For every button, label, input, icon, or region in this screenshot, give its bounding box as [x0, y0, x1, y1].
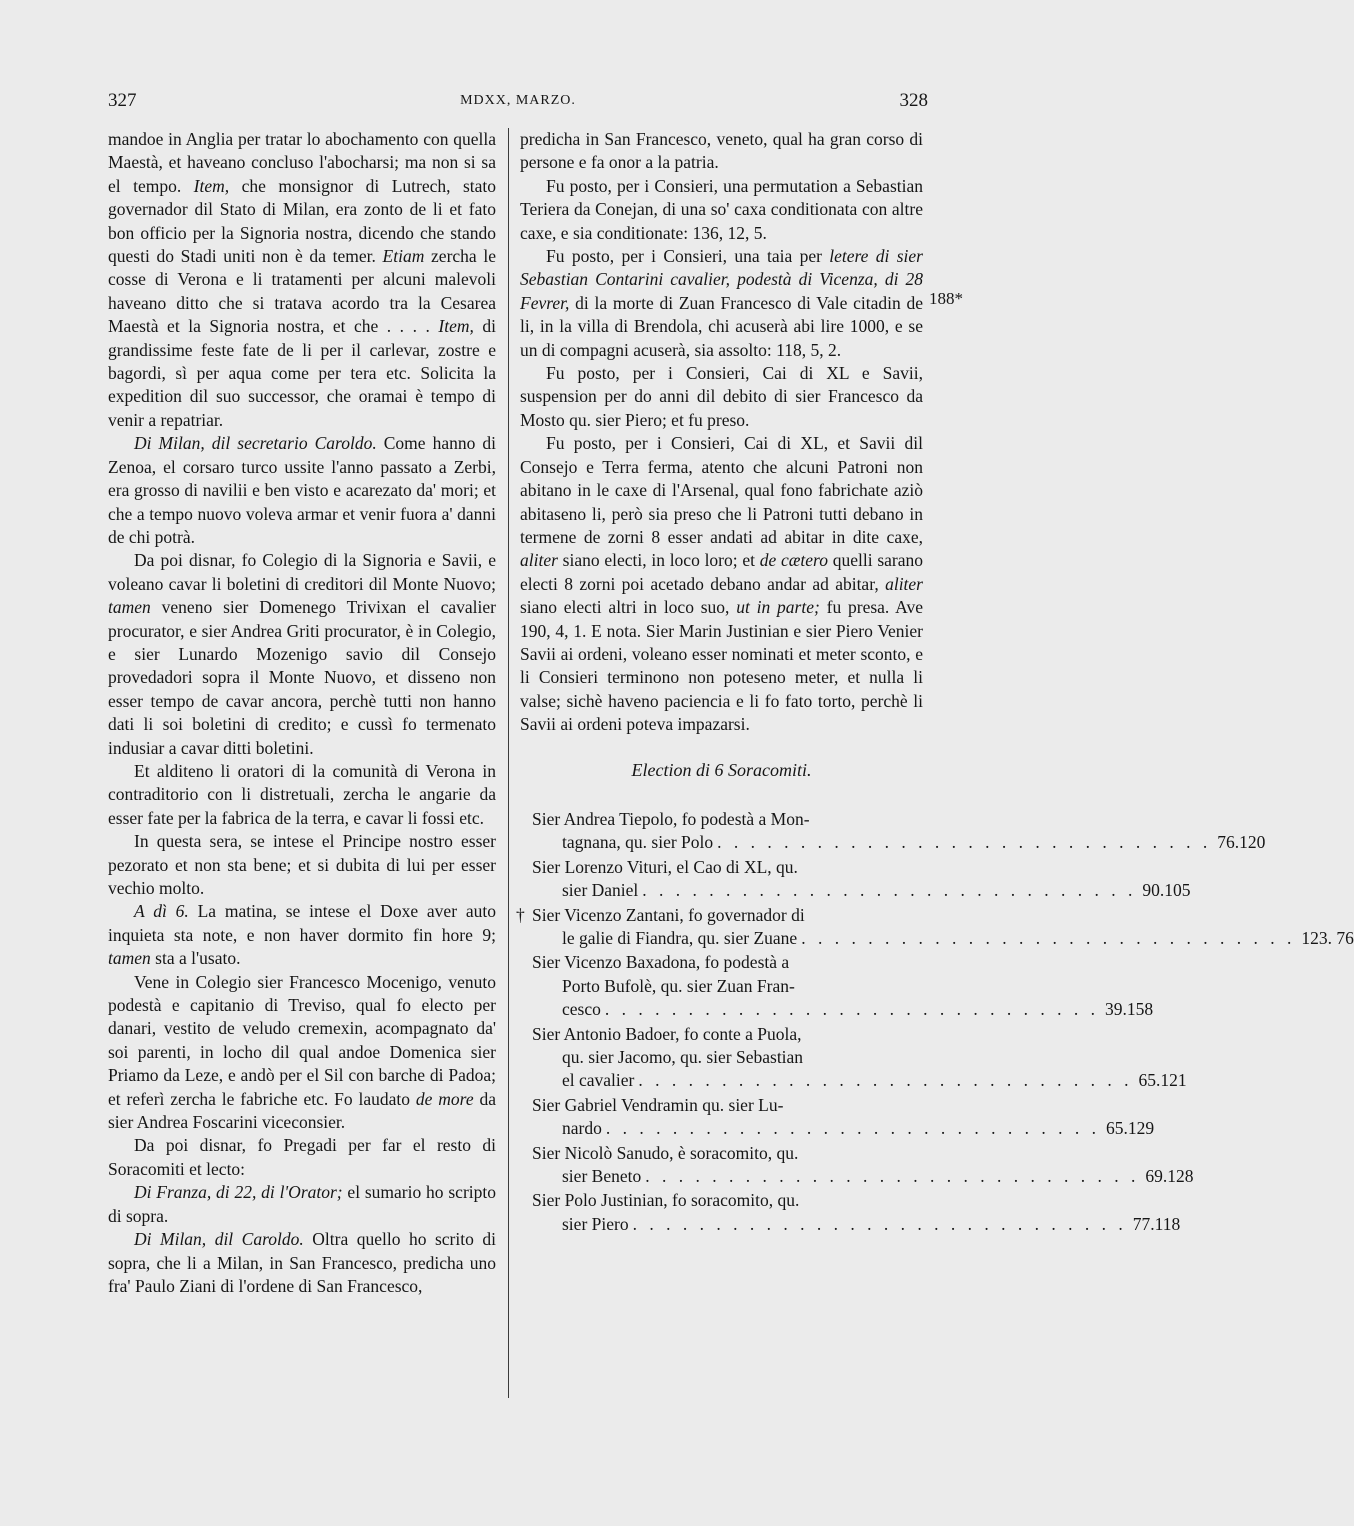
page-header	[108, 90, 928, 120]
paragraph: Fu posto, per i Consieri, una taia per letere di sier Sebastian Contarini cavalier, podestà di Vicenza, di 28 Fevrer, di la morte di Zuan Francesco di Vale citadin de li, in la villa di Brendola, chi acuserà abi lire 1000, e se un di compagni acuserà, sia assolto: 118, 5, 2.	[520, 246, 923, 360]
paragraph: Fu posto, per i Consieri, una permutation a Sebastian Teriera da Conejan, di una so' caxa conditionata con altre caxe, e sia conditionate: 136, 12, 5.	[520, 175, 923, 243]
vote-count: 90.105	[1142, 880, 1191, 901]
paragraph: Di Franza, di 22, di l'Orator; el sumario ho scripto di sopra.	[108, 1182, 496, 1226]
vote-count: 65.121	[1138, 1070, 1187, 1091]
election-entry: Sier Polo Justinian, fo soracomito, qu. sier Piero . . . . . . . . . . . . . . . . . . . . . . . . . . . . . . 77.118	[520, 1189, 923, 1236]
election-list	[516, 808, 1354, 1236]
election-entry: † Sier Vicenzo Zantani, fo governador di le galie di Fiandra, qu. sier Zuane . . . . . . . . . . . . . . . . . . . . . . . . . . . . . . 123. 76	[520, 904, 923, 951]
paragraph: Da poi disnar, fo Colegio di la Signoria e Savii, e voleano cavar li boletini di creditori dil Monte Nuovo; tamen veneno sier Domenego Trivixan el cavalier procurator, e sier Andrea Griti procurator, è in Colegio, e sier Lunardo Mozenigo savio dil Consejo provedadori sopra il Monte Nuovo, et disseno non esser tempo de cavar ancora, perchè tutti non hanno dati li soi boletini di credito; e cussì fo termenato indusiar a cavar ditti boletini.	[108, 550, 496, 758]
paragraph: Di Milan, dil Caroldo. Oltra quello ho scrito di sopra, che li a Milan, in San Francesco, predicha uno fra' Paulo Ziani di l'ordene di San Francesco,	[108, 1229, 496, 1296]
vote-count: 76.120	[1217, 832, 1266, 853]
election-entry: Sier Gabriel Vendramin qu. sier Lu- nardo . . . . . . . . . . . . . . . . . . . . . . . . . . . . . . 65.129	[520, 1094, 923, 1141]
paragraph: Et alditeno li oratori di la comunità di Verona in contraditorio con li distretuali, zercha le angarie da esser fate per la fabrica de la terra, e cavar li fossi etc.	[108, 760, 496, 828]
column-divider	[508, 128, 509, 1398]
vote-count: 123. 76	[1301, 928, 1354, 948]
right-page-number: 328	[899, 90, 928, 111]
election-title: Election di 6 Soracomiti.	[631, 759, 812, 780]
paragraph: Fu posto, per i Consieri, Cai di XL, et Savii dil Consejo e Terra ferma, atento che alcuni Patroni non abitano in le caxe di l'Arsenal, qual fono fabrichate aziò abitaseno li, però sia preso che li Patroni tutti debano in termene de zorni 8 esser andati ad abitar in dite caxe, aliter siano electi, in loco loro; et de cætero quelli sarano electi 8 zorni poi acetado debano andar ad abitar, aliter siano electi altri in loco suo, ut in parte; fu presa. Ave 190, 4, 1. E nota. Sier Marin Justinian e sier Piero Venier Savii ai ordeni, voleano esser nominati et meter sconto, e li Consieri terminono non poteseno meter, et nulla li valse; sichè haveno paciencia e li fo fato torto, perchè li Savii ai ordeni poteva impazarsi.	[520, 433, 923, 735]
vote-count: 39.158	[1105, 999, 1154, 1020]
election-entry: Sier Lorenzo Vituri, el Cao di XL, qu. sier Daniel . . . . . . . . . . . . . . . . . . . . . . . . . . . . . . 90.105	[520, 856, 923, 903]
election-entry: Sier Antonio Badoer, fo conte a Puola, qu. sier Jacomo, qu. sier Sebastian el cavalier . . . . . . . . . . . . . . . . . . . . . . . . . . . . . . 65.121	[520, 1023, 923, 1093]
left-page-number: 327	[108, 90, 137, 111]
vote-count: 65.129	[1105, 1118, 1155, 1139]
paragraph: In questa sera, se intese el Principe nostro esser pezorato et non sta bene; et si dubita di lui per esser vechio molto.	[108, 831, 496, 898]
election-entry: Sier Nicolò Sanudo, è soracomito, qu. sier Beneto . . . . . . . . . . . . . . . . . . . . . . . . . . . . . . 69.128	[520, 1142, 923, 1189]
paragraph: Fu posto, per i Consieri, Cai di XL e Savii, suspension per do anni dil debito di sier Francesco da Mosto qu. sier Piero; et fu preso.	[520, 363, 923, 430]
paragraph: Vene in Colegio sier Francesco Mocenigo, venuto podestà e capitanio di Treviso, qual fo electo per danari, vestito de veludo cremexin, acompagnato da' soi parenti, in locho dil qual andoe Domenica sier Priamo da Leze, e andò per el Sil con barche di Padoa; et referì zercha le fabriche etc. Fo laudato de more da sier Andrea Foscarini viceconsier.	[108, 971, 496, 1133]
running-title: MDXX, MARZO.	[460, 93, 576, 108]
cross-mark: †	[516, 904, 525, 925]
paragraph: Di Milan, dil secretario Caroldo. Come hanno di Zenoa, el corsaro turco ussite l'anno passato a Zerbi, era grosso di navilii e ben visto e acarezato da' mori; et che a tempo nuovo voleva armar et venir fuora a' danni de chi potrà.	[108, 433, 497, 547]
paragraph: Da poi disnar, fo Pregadi per far el resto di Soracomiti et lecto:	[108, 1135, 496, 1179]
vote-count: 77.118	[1132, 1213, 1181, 1234]
election-entry: Sier Vicenzo Baxadona, fo podestà a Porto Bufolè, qu. sier Zuan Fran- cesco . . . . . . . . . . . . . . . . . . . . . . . . . . . . . . 39.158	[520, 951, 923, 1021]
margin-note: 188*	[929, 289, 963, 308]
vote-count: 69.128	[1145, 1166, 1194, 1187]
election-entry: Sier Andrea Tiepolo, fo podestà a Mon- tagnana, qu. sier Polo . . . . . . . . . . . . . . . . . . . . . . . . . . . . . . 76.120	[520, 808, 923, 855]
paragraph: predicha in San Francesco, veneto, qual ha gran corso di persone e fa onor a la patria.	[520, 129, 923, 173]
paragraph: mandoe in Anglia per tratar lo abochamento con quella Maestà, et haveano concluso l'abocharsi; ma non si sa el tempo. Item, che monsignor di Lutrech, stato governador dil Stato di Milan, era zonto de li et fato bon officio per la Signoria nostra, dicendo che stando questi do Stadi uniti non è da temer. Etiam zercha le cosse di Verona e li tratamenti per alcuni malevoli haveano ditto che si tratava acordo tra la Cesarea Maestà et la Signoria nostra, et che . . . . Item, di grandissime feste fate de li per il carlevar, zostre e bagordi, sì per aqua come per tera etc. Solicita la expedition dil suo successor, che oramai è tempo di venir a repatriar.	[108, 129, 496, 430]
left-column	[108, 128, 496, 1298]
paragraph: A dì 6. La matina, se intese el Doxe aver auto inquieta sta note, e non haver dormito fin hore 9; tamen sta a l'usato.	[108, 901, 496, 969]
